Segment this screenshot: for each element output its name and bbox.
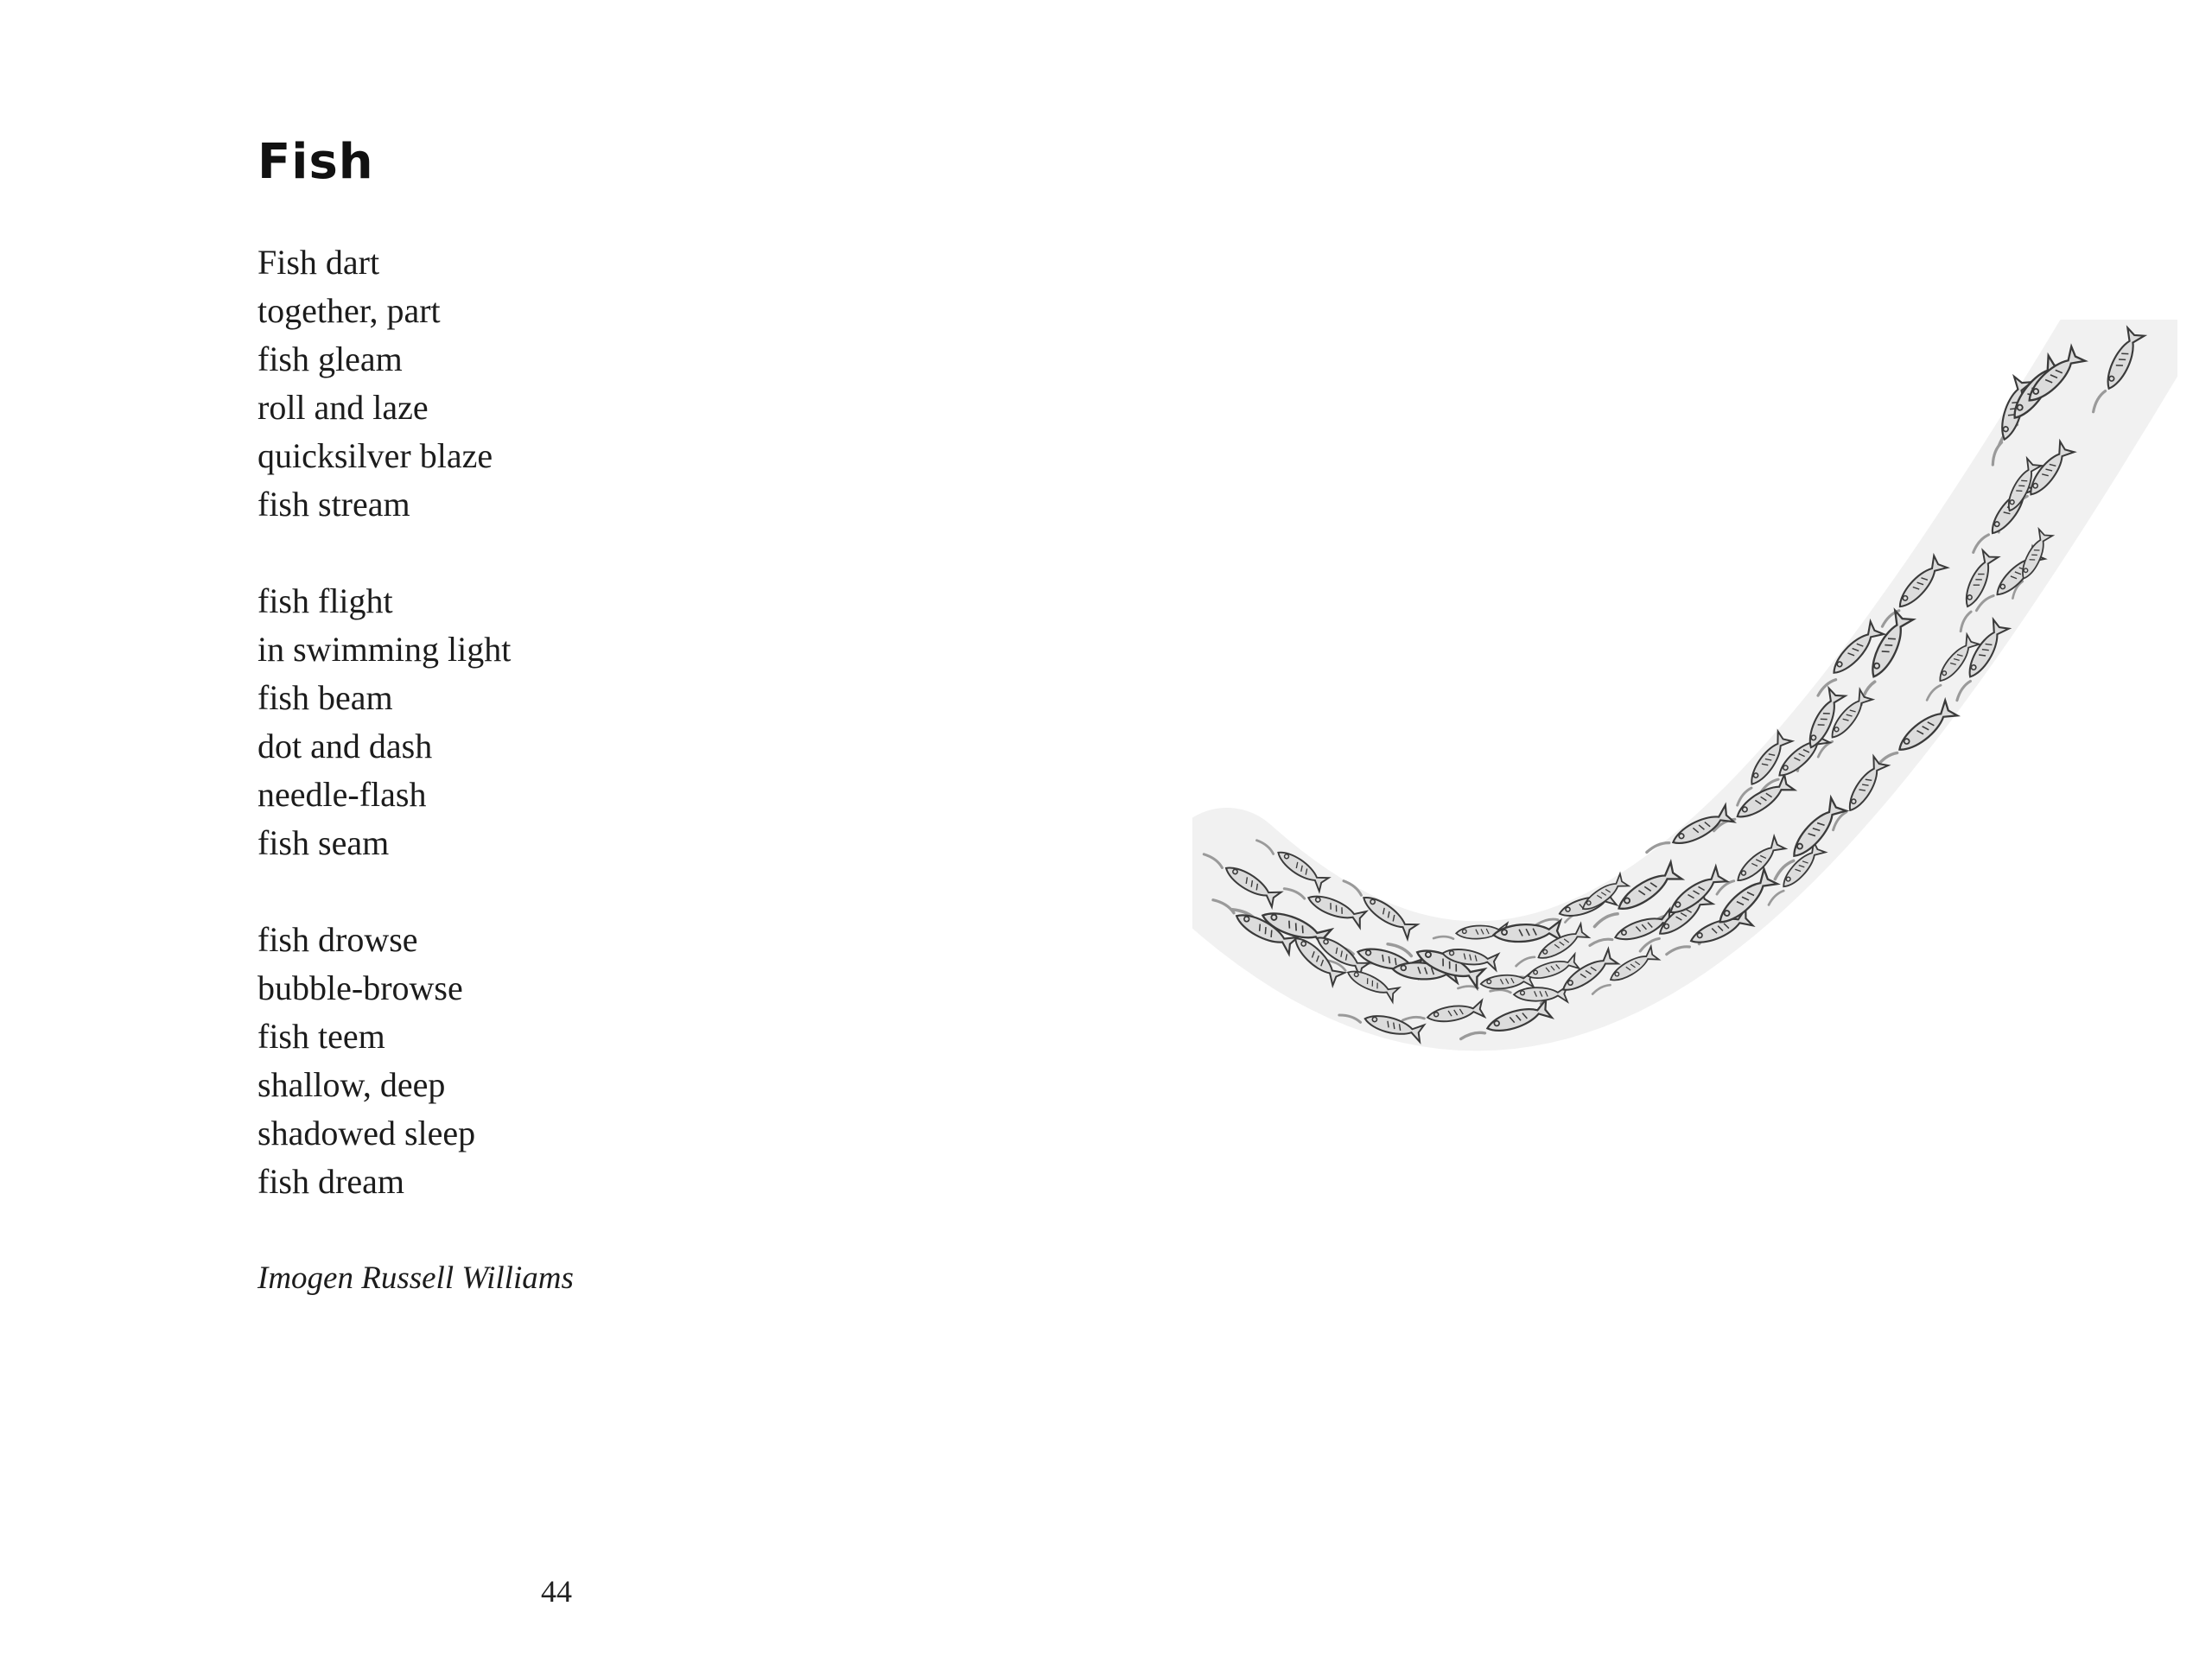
- poem: [257, 134, 1035, 1303]
- poem-line: together, part: [257, 291, 441, 330]
- poem-line: fish seam: [257, 823, 390, 862]
- stanza-2: [257, 577, 1035, 867]
- poem-line: fish flight: [257, 581, 393, 620]
- stanza-3: [257, 916, 1035, 1206]
- poem-line: fish stream: [257, 485, 410, 524]
- poem-line: fish gleam: [257, 340, 403, 378]
- poem-line: dot and dash: [257, 727, 433, 765]
- poem-line: Fish dart: [257, 243, 380, 282]
- water-wash: [1227, 337, 2126, 986]
- poem-line: shallow, deep: [257, 1065, 446, 1104]
- stanza-1: [257, 238, 1035, 529]
- poem-title: Fish: [257, 134, 374, 190]
- poem-line: shadowed sleep: [257, 1114, 476, 1152]
- page-number: 44: [541, 1574, 572, 1609]
- poem-line: fish beam: [257, 678, 393, 717]
- poem-line: fish teem: [257, 1017, 385, 1056]
- poem-line: bubble-browse: [257, 968, 463, 1007]
- poem-line: needle-flash: [257, 775, 427, 814]
- poem-line: fish drowse: [257, 920, 418, 959]
- poem-line: fish dream: [257, 1162, 404, 1201]
- poem-line: in swimming light: [257, 630, 512, 669]
- poem-author: Imogen Russell Williams: [257, 1260, 574, 1296]
- poem-line: quicksilver blaze: [257, 436, 493, 475]
- fish-school-illustration: [1192, 320, 2177, 1235]
- water-wash-band: [1227, 337, 2126, 986]
- poem-line: roll and laze: [257, 388, 429, 427]
